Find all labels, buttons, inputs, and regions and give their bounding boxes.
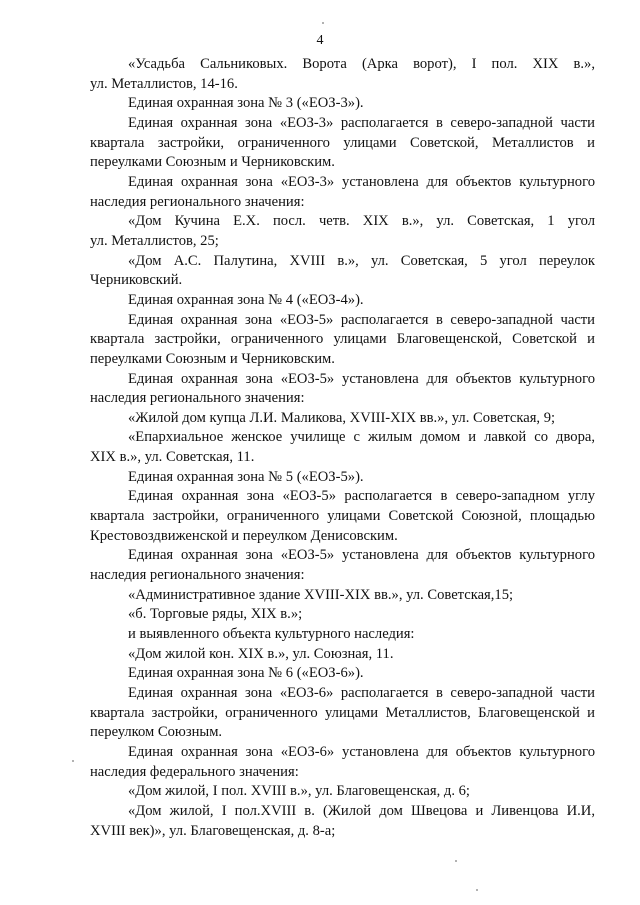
paragraph-line: «Дом Кучина Е.Х. посл. четв. XIX в.», ул. Советская, 1 угол [128,213,595,230]
paragraph-line: Единая охранная зона «ЕОЗ-5» располагается в северо-западном углу [128,488,595,505]
paragraph-line: XVIII век)», ул. Благовещенская, д. 8-а; [90,822,336,839]
scan-speck [72,760,74,762]
paragraph [90,94,595,114]
paragraph [90,173,595,212]
scan-speck [322,22,324,24]
paragraph [90,114,595,173]
paragraph-line: XIX в.», ул. Советская, 11. [90,449,255,466]
paragraph [90,487,595,546]
paragraph [90,684,595,743]
paragraph-line: Единая охранная зона «ЕОЗ-5» установлена для объектов культурного [128,547,595,564]
paragraph-line: Единая охранная зона № 3 («ЕОЗ-3»). [128,95,364,112]
paragraph-line: «Дом жилой, I пол.XVIII в. (Жилой дом Швецова и Ливенцова И.И, [128,802,595,819]
paragraph [90,252,595,291]
paragraph-line: наследия регионального значения: [90,193,305,210]
paragraph-line: наследия регионального значения: [90,390,305,407]
paragraph-line: наследия регионального значения: [90,567,305,584]
paragraph-line: Единая охранная зона «ЕОЗ-3» установлена для объектов культурного [128,173,595,190]
document-body [90,55,595,841]
paragraph-line: Черниковский. [90,272,183,289]
paragraph-line: квартала застройки, ограниченного улицами Благовещенской, Советской и [90,331,595,348]
paragraph-line: «Дом жилой кон. XIX в.», ул. Союзная, 11. [128,645,394,662]
paragraph-line: Единая охранная зона «ЕОЗ-5» располагается в северо-западной части [128,311,595,328]
paragraph [90,428,595,467]
paragraph-line: переулками Союзным и Черниковским. [90,154,335,171]
paragraph [90,291,595,311]
paragraph-line: наследия федерального значения: [90,763,299,780]
paragraph [90,664,595,684]
page-number: 4 [316,33,324,48]
paragraph-line: «Усадьба Сальниковых. Ворота (Арка ворот), I пол. XIX в.», [128,56,595,72]
paragraph [90,586,595,606]
paragraph-line: Крестовоздвиженской и переулком Денисовским. [90,527,398,544]
paragraph [90,370,595,409]
paragraph [90,212,595,251]
paragraph [90,311,595,370]
paragraph-line: «Дом А.С. Палутина, XVIII в.», ул. Советская, 5 угол переулок [128,252,595,269]
paragraph-line: переулком Союзным. [90,724,223,741]
paragraph [90,802,595,841]
paragraph-line: и выявленного объекта культурного наследия: [128,626,415,643]
paragraph-line: «Дом жилой, I пол. XVIII в.», ул. Благовещенская, д. 6; [128,783,470,800]
paragraph-line: квартала застройки, ограниченного улицами Металлистов, Благовещенской и [90,704,595,721]
paragraph-line: «б. Торговые ряды, XIX в.»; [128,606,303,623]
paragraph [90,782,595,802]
paragraph-line: «Жилой дом купца Л.И. Маликова, XVIII-XIX вв.», ул. Советская, 9; [128,409,556,426]
paragraph [90,743,595,782]
scan-speck [455,860,457,862]
paragraph-line: квартала застройки, ограниченного улицами Советской Союзной, площадью [90,508,595,525]
paragraph-line: ул. Металлистов, 25; [90,232,219,249]
paragraph-line: Единая охранная зона № 6 («ЕОЗ-6»). [128,665,364,682]
paragraph [90,468,595,488]
paragraph [90,625,595,645]
scan-speck [476,889,478,891]
paragraph-line: Единая охранная зона № 4 («ЕОЗ-4»). [128,291,364,308]
paragraph-line: переулками Союзным и Черниковским. [90,350,335,367]
paragraph-line: ул. Металлистов, 14-16. [90,75,238,92]
paragraph-line: Единая охранная зона № 5 («ЕОЗ-5»). [128,468,364,485]
paragraph [90,605,595,625]
paragraph-line: Единая охранная зона «ЕОЗ-3» располагается в северо-западной части [128,114,595,131]
paragraph-line: Единая охранная зона «ЕОЗ-5» установлена для объектов культурного [128,370,595,387]
paragraph-line: Единая охранная зона «ЕОЗ-6» установлена для объектов культурного [128,743,595,760]
paragraph-line: Единая охранная зона «ЕОЗ-6» располагается в северо-западной части [128,685,595,701]
paragraph-line: «Епархиальное женское училище с жилым домом и лавкой со двора, [128,429,595,446]
paragraph-line: «Административное здание XVIII-XIX вв.», ул. Советская,15; [128,586,514,603]
paragraph [90,546,595,585]
paragraph [90,55,595,94]
paragraph [90,409,595,429]
paragraph-line: квартала застройки, ограниченного улицами Советской, Металлистов и [90,134,595,151]
paragraph [90,645,595,665]
